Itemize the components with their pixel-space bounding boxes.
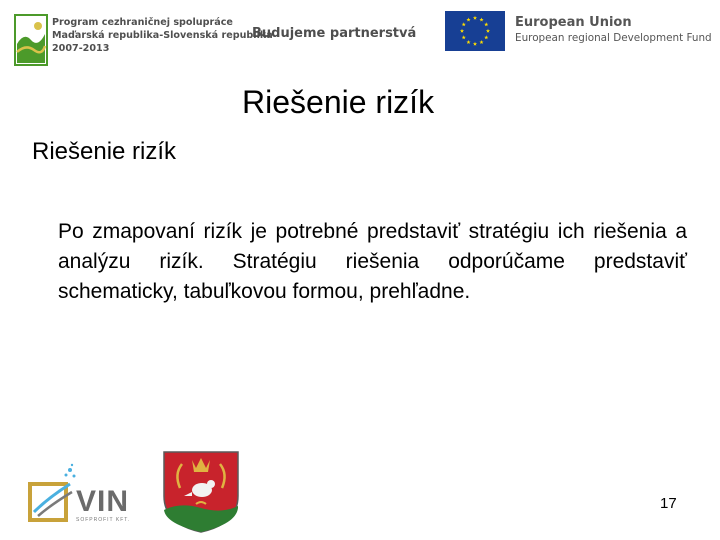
vin-logo-text: VIN	[76, 485, 130, 518]
coat-of-arms-icon	[160, 448, 242, 534]
eu-flag-icon	[445, 11, 505, 51]
program-logo-line: 2007-2013	[52, 43, 110, 54]
eu-subtitle: European regional Development Fund	[515, 32, 712, 44]
program-logo-line: Program cezhraničnej spolupráce	[52, 17, 233, 28]
slide-body-text: Po zmapovaní rizík je potrebné predstaviť stratégiu ich riešenia a analýzu rizík. Stratégiu riešenia odporúčame predstaviť schematicky, tabuľkovou formou, prehľadne.	[58, 220, 687, 303]
partnership-slogan: Budujeme partnerstvá	[252, 26, 417, 41]
program-logo-line: Maďarská republika-Slovenská republika	[52, 30, 273, 41]
program-logo	[14, 14, 273, 68]
program-mark-icon	[14, 14, 48, 66]
vin-logo-tagline: SOFPROFIT KFT.	[76, 517, 131, 523]
eu-title: European Union	[515, 15, 632, 30]
eu-logo-text	[515, 14, 712, 45]
slide-subtitle: Riešenie rizík	[32, 138, 177, 165]
program-logo-text	[52, 16, 273, 55]
slide-title: Riešenie rizík	[242, 84, 435, 120]
page-number: 17	[660, 495, 677, 512]
